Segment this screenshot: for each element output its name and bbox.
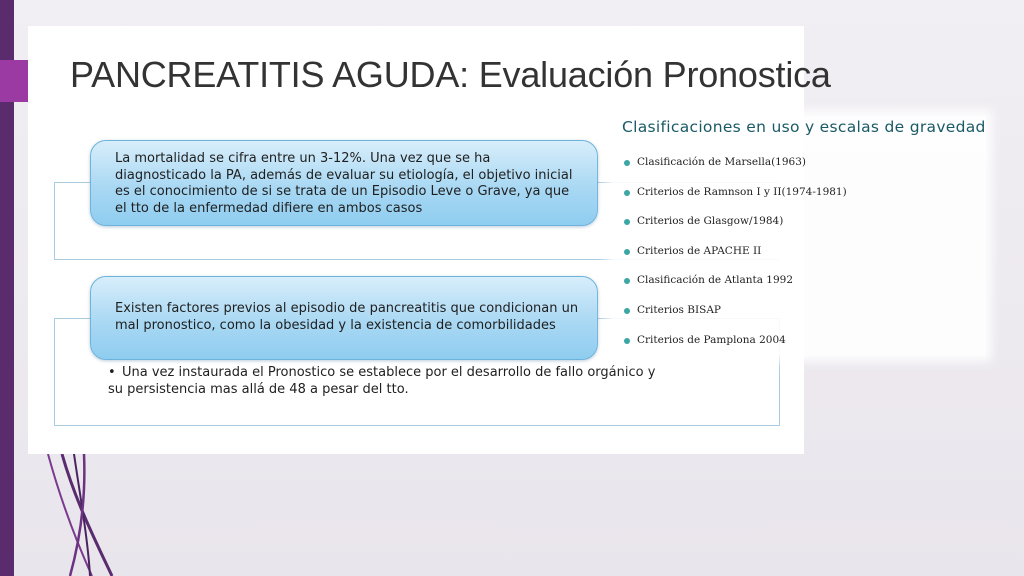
bullet-dot-icon	[624, 278, 630, 284]
prognosis-bullet-text: Una vez instaurada el Pronostico se establece por el desarrollo de fallo orgánico y su persistencia mas allá de 48 a pesar del tto.	[108, 365, 656, 397]
list-item	[624, 186, 847, 216]
list-item-label: Criterios BISAP	[637, 303, 721, 316]
list-item	[624, 334, 847, 364]
classifications-title: Clasificaciones en uso y escalas de gravedad	[622, 118, 986, 136]
bullet-dot-icon	[624, 160, 630, 166]
bullet-dot-icon	[624, 190, 630, 196]
slide-title: PANCREATITIS AGUDA: Evaluación Pronostica	[70, 54, 831, 95]
accent-square	[0, 60, 28, 102]
list-item	[624, 245, 847, 275]
mortality-text: La mortalidad se cifra entre un 3-12%. Una vez que se ha diagnosticado la PA, además de evaluar su etiología, el objetivo inicial es el conocimiento de si se trata de un Episodio Leve o Grave, ya que el tto de la enfermedad difiere en ambos casos	[115, 151, 573, 216]
list-item-label: Clasificación de Marsella(1963)	[637, 156, 806, 168]
bullet-symbol: •	[108, 365, 116, 380]
list-item	[624, 156, 847, 186]
list-item	[624, 304, 847, 334]
bullet-dot-icon	[624, 308, 630, 314]
bullet-dot-icon	[624, 219, 630, 225]
risk-factors-text: Existen factores previos al episodio de pancreatitis que condicionan un mal pronostico, como la obesidad y la existencia de comorbilidades	[115, 301, 579, 333]
mortality-box	[90, 140, 598, 226]
list-item	[624, 215, 847, 245]
list-item	[624, 274, 847, 304]
prognosis-bullet	[108, 364, 668, 398]
list-item-label: Criterios de Glasgow/1984)	[637, 215, 784, 228]
bullet-dot-icon	[624, 338, 630, 344]
list-item-label: Criterios de Ramnson I y II(1974-1981)	[637, 185, 847, 198]
classifications-list	[624, 156, 847, 363]
risk-factors-box	[90, 276, 598, 360]
bullet-dot-icon	[624, 249, 630, 255]
list-item-label: Clasificación de Atlanta 1992	[637, 274, 794, 287]
list-item-label: Criterios de APACHE II	[637, 244, 762, 257]
list-item-label: Criterios de Pamplona 2004	[637, 333, 786, 346]
